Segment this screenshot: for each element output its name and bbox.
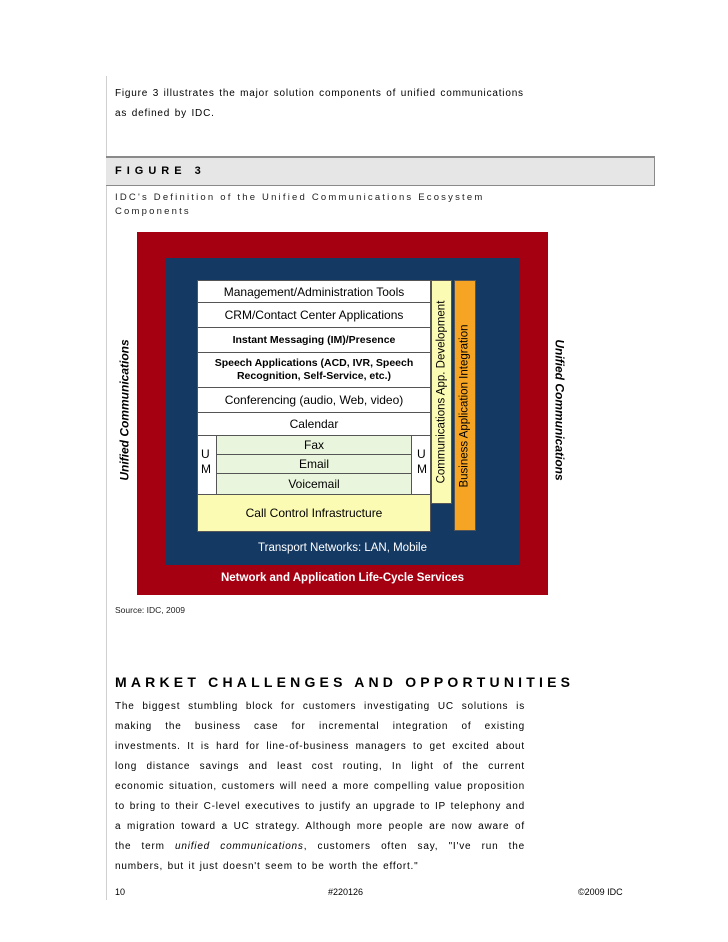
um-right-u: U xyxy=(417,447,426,461)
comm-dev-label: Communications App. Development xyxy=(435,300,448,484)
right-uc-label-wrap xyxy=(550,320,570,500)
voicemail-label: Voicemail xyxy=(288,477,340,491)
um-right xyxy=(417,447,427,477)
section-text-part2: , customers often say, "I've run the numbers, but it just doesn't seem to be worth the effort." xyxy=(115,841,525,872)
biz-integration-label: Business Application Integration xyxy=(459,323,471,488)
management-label: Management/Administration Tools xyxy=(223,284,405,299)
transport-label: Transport Networks: LAN, Mobile xyxy=(258,542,427,554)
section-paragraph xyxy=(115,697,525,877)
figure-source: Source: IDC, 2009 xyxy=(115,605,185,615)
conferencing-label: Conferencing (audio, Web, video) xyxy=(224,393,404,407)
right-uc-label: Unified Communications xyxy=(553,339,567,481)
calendar-label: Calendar xyxy=(289,417,339,431)
conferencing-box xyxy=(197,387,431,413)
biz-integration-column xyxy=(454,280,476,531)
voicemail-box xyxy=(216,473,412,495)
footer-doc-id: #220126 xyxy=(328,887,364,897)
calendar-box xyxy=(197,412,431,436)
fax-label: Fax xyxy=(303,438,324,452)
email-label: Email xyxy=(298,457,329,471)
comm-dev-column xyxy=(431,280,452,504)
section-text-part1: The biggest stumbling block for customers investigating UC solutions is making the business case for incremental integration of existing investments. It is hard for line-of-business managers to get excited about long distance savings and least cost routing, In light of the current economic situation, customers will need a more compelling value proposition to bring to their C-level executives to justify an upgrade to IP telephony and a migration toward a UC strategy. Although more people are now aware of the term xyxy=(115,701,525,852)
management-box xyxy=(197,280,431,303)
um-left-m: M xyxy=(201,462,211,476)
um-right-m: M xyxy=(417,462,427,476)
footer-page-number: 10 xyxy=(115,887,126,897)
speech-box xyxy=(197,352,431,388)
left-margin-rule xyxy=(106,76,107,900)
crm-box xyxy=(197,302,431,328)
figure-title: IDC's Definition of the Unified Communications Ecosystem Components xyxy=(115,192,485,217)
im-label: Instant Messaging (IM)/Presence xyxy=(232,334,396,346)
life-cycle-label: Network and Application Life-Cycle Services xyxy=(220,572,465,584)
fax-box xyxy=(216,435,412,455)
section-text-italic: unified communications xyxy=(174,841,304,852)
left-uc-label-wrap xyxy=(115,320,135,500)
figure-header-bar xyxy=(106,156,655,186)
figure-label: FIGURE 3 xyxy=(115,165,206,177)
speech-label: Speech Applications (ACD, IVR, Speech Recognition, Self-Service, etc.) xyxy=(214,357,414,382)
um-left xyxy=(201,447,211,477)
call-control-label: Call Control Infrastructure xyxy=(245,506,383,520)
crm-label: CRM/Contact Center Applications xyxy=(224,308,404,322)
im-box xyxy=(197,327,431,353)
left-uc-label: Unified Communications xyxy=(118,339,132,481)
footer-copyright: ©2009 IDC xyxy=(578,887,623,897)
um-left-u: U xyxy=(201,447,210,461)
section-heading: MARKET CHALLENGES AND OPPORTUNITIES xyxy=(115,674,575,690)
call-control-box xyxy=(197,494,431,532)
email-box xyxy=(216,454,412,474)
intro-paragraph: Figure 3 illustrates the major solution components of unified communications as defined by IDC. xyxy=(115,88,524,119)
